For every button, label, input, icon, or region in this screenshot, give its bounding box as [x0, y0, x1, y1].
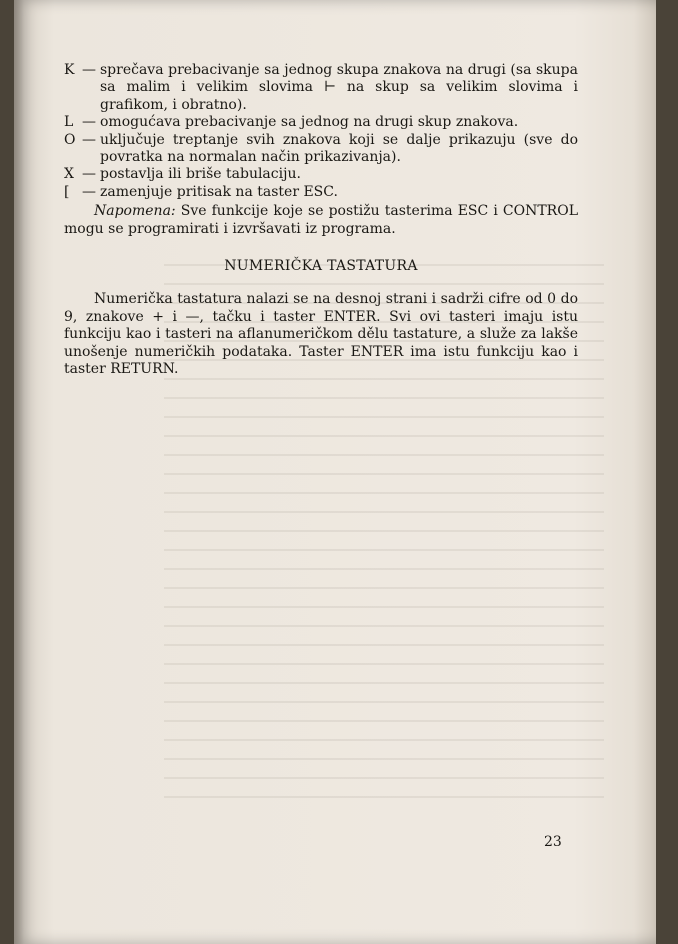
key-description: postavlja ili briše tabulaciju. — [100, 166, 301, 183]
key-description-item — [64, 184, 578, 201]
dash: — — [82, 183, 96, 200]
page-body — [64, 62, 578, 379]
body-paragraph: Numerička tastatura nalazi se na desnoj strani i sadrži cifre od 0 do 9, znakove + i —, tačku i taster ENTER. Svi ovi tasteri imaju istu funkciju kao i tasteri na aflanumeričkom dělu tastature, a služe za lakše unošenje numeričkih podataka. Taster ENTER ima istu funkciju kao i taster RETURN. — [64, 291, 578, 378]
key-label: K — [64, 62, 75, 78]
dash: — — [82, 131, 96, 148]
book-page — [14, 0, 656, 944]
key-description-item — [64, 132, 578, 167]
page-number: 23 — [544, 834, 562, 850]
key-description: zamenjuje pritisak na taster ESC. — [100, 183, 338, 200]
dash: — — [82, 62, 96, 78]
key-description-item — [64, 166, 578, 183]
note-label: Napomena: — [94, 203, 176, 220]
key-description: sprečava prebacivanje sa jednog skupa znakova na drugi (sa skupa sa malim i velikim slovima ⊢ na skup sa velikim slovima i grafikom, i obratno). — [100, 62, 578, 113]
key-description: uključuje treptanje svih znakova koji se dalje prikazuju (sve do povratka na normalan način prikazivanja). — [100, 131, 578, 166]
note-paragraph — [64, 203, 578, 238]
dash: — — [82, 114, 96, 131]
key-description-item — [64, 114, 578, 131]
section-heading: NUMERIČKA TASTATURA — [224, 258, 418, 275]
dash: — — [82, 166, 96, 183]
key-description-item — [64, 62, 578, 114]
key-label: L — [64, 114, 74, 131]
key-label: X — [64, 166, 74, 183]
key-description: omogućava prebacivanje sa jednog na drugi skup znakova. — [100, 114, 519, 131]
key-label: O — [64, 131, 76, 148]
note-text: Sve funkcije koje se postižu tasterima ESC i CONTROL mogu se programirati i izvršavati iz programa. — [64, 203, 578, 237]
key-label: [ — [64, 183, 70, 200]
